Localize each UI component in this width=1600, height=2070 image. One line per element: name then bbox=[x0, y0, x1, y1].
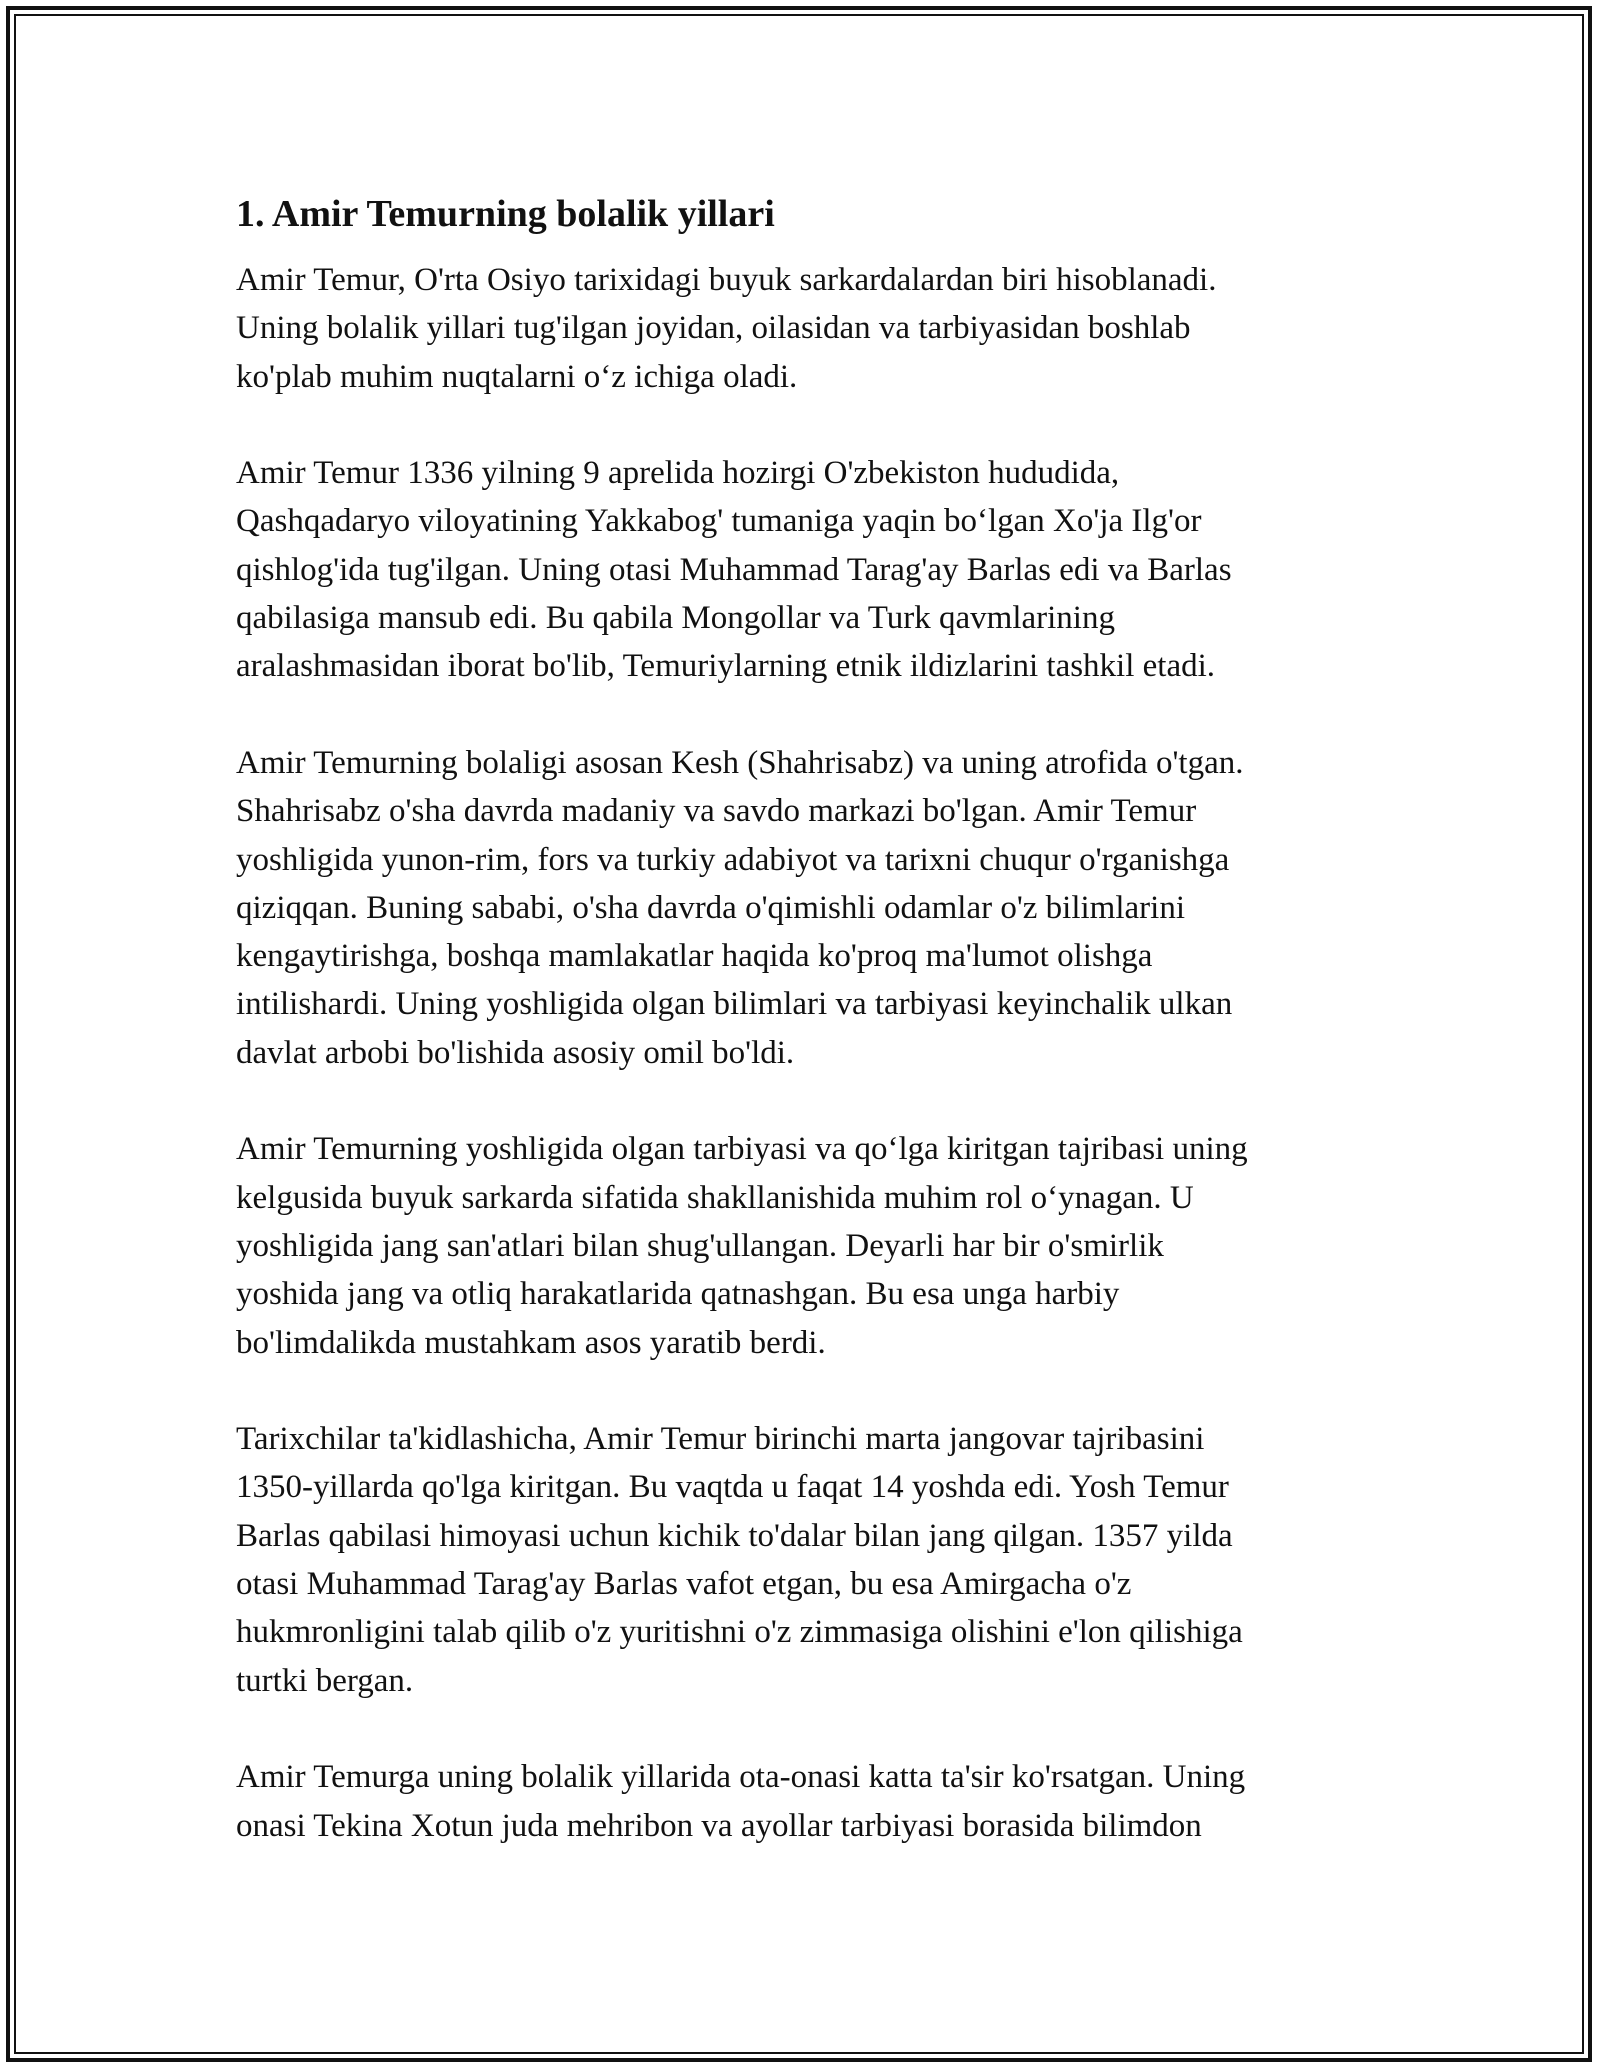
paragraph-line: Uning bolalik yillari tug'ilgan joyidan, oilasidan va tarbiyasidan boshlab bbox=[236, 310, 1191, 347]
paragraph-line: Barlas qabilasi himoyasi uchun kichik to'dalar bilan jang qilgan. 1357 yilda bbox=[236, 1517, 1233, 1554]
paragraph-line: Amir Temurning bolaligi asosan Kesh (Shahrisabz) va uning atrofida o'tgan. bbox=[236, 744, 1244, 781]
paragraph-line: Amir Temur 1336 yilning 9 aprelida hozirgi O'zbekiston hududida, bbox=[236, 455, 1120, 492]
paragraph-line: Amir Temur, O'rta Osiyo tarixidagi buyuk sarkardalardan biri hisoblanadi. bbox=[236, 262, 1217, 298]
paragraph bbox=[236, 1125, 1386, 1366]
paragraph bbox=[236, 1415, 1386, 1705]
paragraph-line: Amir Temurga uning bolalik yillarida ota-onasi katta ta'sir ko'rsatgan. Uning bbox=[236, 1759, 1246, 1796]
paragraph-line: Amir Temurning yoshligida olgan tarbiyasi va qo‘lga kiritgan tajribasi uning bbox=[236, 1131, 1248, 1168]
paragraph-line: kelgusida buyuk sarkarda sifatida shakllanishida muhim rol o‘ynagan. U bbox=[236, 1179, 1194, 1216]
paragraph-line: Shahrisabz o'sha davrda madaniy va savdo markazi bo'lgan. Amir Temur bbox=[236, 793, 1197, 830]
paragraph-line: hukmronligini talab qilib o'z yuritishni o'z zimmasiga olishini e'lon qilishiga bbox=[236, 1614, 1243, 1651]
paragraph-line: qiziqqan. Buning sababi, o'sha davrda o'qimishli odamlar o'z bilimlarini bbox=[236, 889, 1185, 926]
paragraph bbox=[236, 449, 1386, 690]
paragraph-list bbox=[236, 256, 1386, 1850]
paragraph-line: intilishardi. Uning yoshligida olgan bilimlari va tarbiyasi keyinchalik ulkan bbox=[236, 986, 1233, 1023]
paragraph-line: Tarixchilar ta'kidlashicha, Amir Temur birinchi marta jangovar tajribasini bbox=[236, 1421, 1205, 1458]
paragraph-line: turtki bergan. bbox=[236, 1662, 414, 1699]
paragraph-line: yoshida jang va otliq harakatlarida qatnashgan. Bu esa unga harbiy bbox=[236, 1276, 1120, 1313]
paragraph-line: kengaytirishga, boshqa mamlakatlar haqida ko'proq ma'lumot olishga bbox=[236, 938, 1153, 975]
paragraph bbox=[236, 256, 1386, 401]
paragraph-line: ko'plab muhim nuqtalarni o‘z ichiga oladi. bbox=[236, 358, 798, 395]
paragraph-line: yoshligida jang san'atlari bilan shug'ullangan. Deyarli har bir o'smirlik bbox=[236, 1227, 1164, 1264]
paragraph bbox=[236, 1753, 1386, 1850]
document-body bbox=[236, 182, 1386, 1898]
paragraph-line: Qashqadaryo viloyatining Yakkabog' tumaniga yaqin bo‘lgan Xo'ja Ilg'or bbox=[236, 503, 1202, 540]
paragraph-line: otasi Muhammad Tarag'ay Barlas vafot etgan, bu esa Amirgacha o'z bbox=[236, 1566, 1132, 1603]
paragraph-line: bo'limdalikda mustahkam asos yaratib berdi. bbox=[236, 1324, 826, 1361]
paragraph-line: davlat arbobi bo'lishida asosiy omil bo'ldi. bbox=[236, 1034, 795, 1071]
paragraph-line: 1350-yillarda qo'lga kiritgan. Bu vaqtda u faqat 14 yoshda edi. Yosh Temur bbox=[236, 1469, 1229, 1506]
paragraph-line: yoshligida yunon-rim, fors va turkiy adabiyot va tarixni chuqur o'rganishga bbox=[236, 841, 1230, 878]
paragraph-line: qabilasiga mansub edi. Bu qabila Mongollar va Turk qavmlarining bbox=[236, 600, 1115, 637]
section-heading: 1. Amir Temurning bolalik yillari bbox=[236, 193, 775, 235]
paragraph-line: aralashmasidan iborat bo'lib, Temuriylarning etnik ildizlarini tashkil etadi. bbox=[236, 648, 1216, 685]
paragraph bbox=[236, 739, 1386, 1077]
paragraph-line: onasi Tekina Xotun juda mehribon va ayollar tarbiyasi borasida bilimdon bbox=[236, 1807, 1202, 1844]
paragraph-line: qishlog'ida tug'ilgan. Uning otasi Muhammad Tarag'ay Barlas edi va Barlas bbox=[236, 551, 1232, 588]
